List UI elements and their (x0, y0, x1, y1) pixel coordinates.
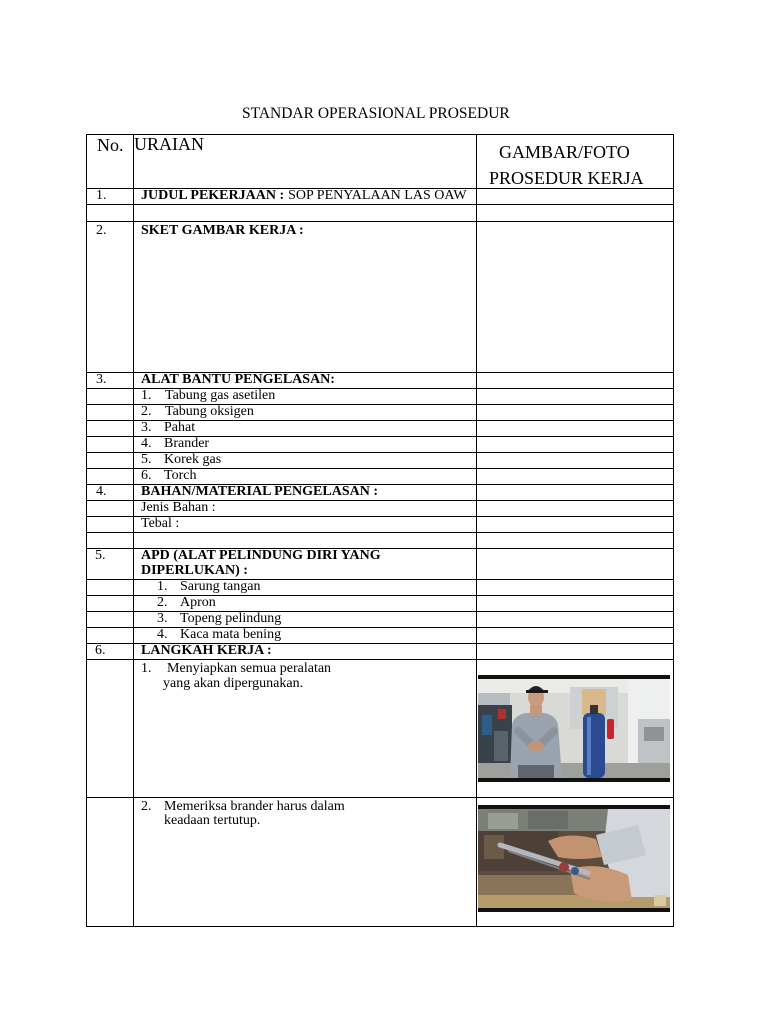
judul-pekerjaan (141, 188, 467, 203)
list-item: Apron (180, 595, 216, 610)
list-item-number: 5. (141, 452, 152, 467)
row-number: 6. (95, 643, 106, 658)
list-item-number: 1. (141, 388, 152, 403)
list-item-number: 3. (141, 420, 152, 435)
photo-step-1-image (478, 675, 670, 782)
table-rule (86, 926, 674, 927)
list-item-number: 4. (157, 627, 168, 642)
sop-table (86, 134, 674, 927)
sket-label: SKET GAMBAR KERJA : (141, 223, 304, 238)
table-rule (673, 134, 674, 927)
list-item: Sarung tangan (180, 579, 261, 594)
table-rule (133, 134, 134, 927)
row-number: 5. (95, 548, 106, 563)
step-number: 2. (141, 799, 152, 814)
list-item: Pahat (164, 420, 196, 435)
table-rule (86, 595, 674, 596)
row-number: 2. (96, 223, 107, 238)
step-number: 1. (141, 661, 152, 676)
step-text-line2: keadaan tertutup. (164, 813, 261, 828)
header-gambar-foto: GAMBAR/FOTO (499, 142, 630, 162)
table-rule (86, 134, 87, 927)
list-item: Tabung oksigen (165, 404, 254, 419)
table-rule (476, 134, 477, 927)
list-item-number: 2. (157, 595, 168, 610)
step-text-line1: Menyiapkan semua peralatan (167, 661, 332, 676)
photo-step-1 (478, 675, 670, 782)
list-item: Tabung gas asetilen (165, 388, 276, 403)
header-prosedur-kerja: PROSEDUR KERJA (489, 168, 644, 188)
list-item: Korek gas (164, 452, 222, 467)
alat-label: ALAT BANTU PENGELASAN: (141, 372, 335, 387)
list-item-number: 3. (157, 611, 168, 626)
apd-label-line2: DIPERLUKAN) : (141, 563, 248, 578)
header-uraian: URAIAN (134, 134, 204, 154)
row-number: 3. (96, 372, 107, 387)
table-rule (86, 204, 674, 205)
list-item: Brander (164, 436, 210, 451)
list-item-number: 2. (141, 404, 152, 419)
list-item-number: 6. (141, 468, 152, 483)
table-rule (86, 797, 674, 798)
bahan-label: BAHAN/MATERIAL PENGELASAN : (141, 484, 378, 499)
judul-value: SOP PENYALAAN LAS OAW (288, 188, 467, 203)
judul-label: JUDUL PEKERJAAN : (141, 188, 285, 203)
logo-icon (654, 895, 666, 906)
list-item: Kaca mata bening (180, 627, 282, 642)
photo-step-2-image (478, 805, 670, 912)
list-item-number: 4. (141, 436, 152, 451)
apd-label-line1: APD (ALAT PELINDUNG DIRI YANG (141, 548, 381, 563)
jenis-bahan: Jenis Bahan : (141, 500, 216, 515)
photo-step-2 (478, 805, 670, 912)
table-rule (86, 611, 674, 612)
step-text-line2: yang akan dipergunakan. (163, 676, 304, 691)
list-item-number: 1. (157, 579, 168, 594)
list-item: Torch (164, 468, 197, 483)
row-number: 1. (96, 188, 107, 203)
list-item: Topeng pelindung (180, 611, 282, 626)
table-rule (86, 579, 674, 580)
row-number: 4. (96, 484, 107, 499)
table-rule (86, 532, 674, 533)
table-rule (86, 627, 674, 628)
tebal: Tebal : (141, 516, 180, 531)
step-text-line1: Memeriksa brander harus dalam (164, 799, 345, 814)
document-title: STANDAR OPERASIONAL PROSEDUR (242, 105, 510, 122)
langkah-label: LANGKAH KERJA : (141, 643, 272, 658)
header-no: No. (97, 135, 124, 155)
table-rule (86, 659, 674, 660)
table-rule (86, 221, 674, 222)
